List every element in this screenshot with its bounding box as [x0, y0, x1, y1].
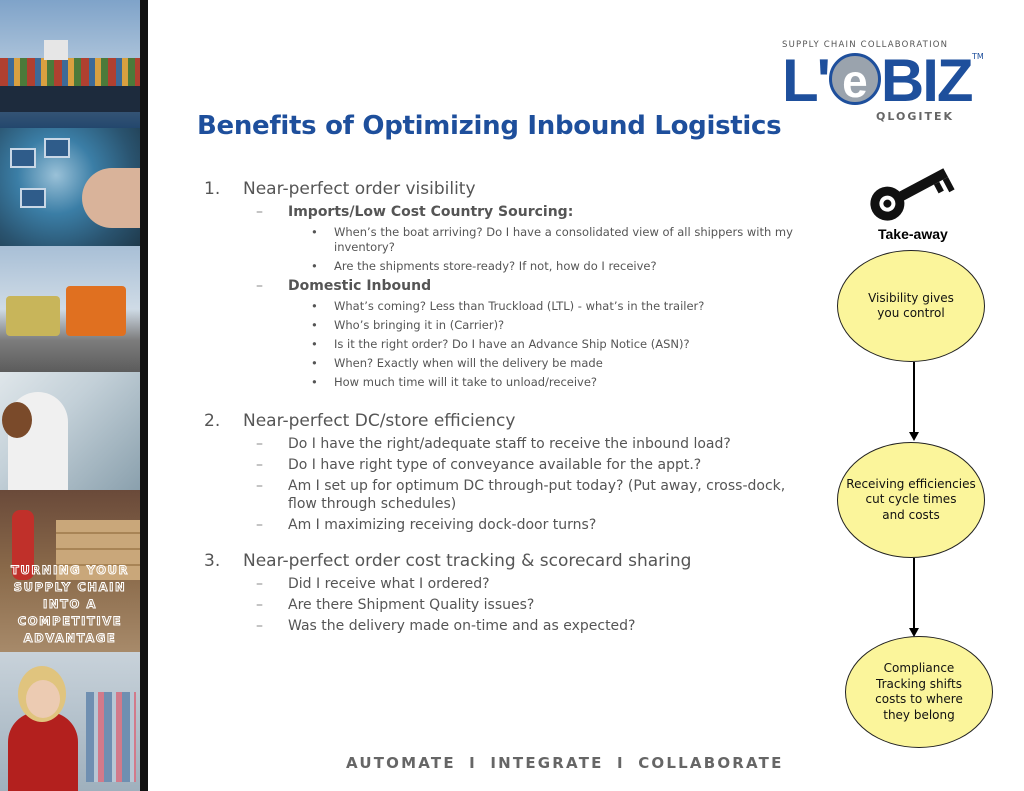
slogan-line: SUPPLY CHAIN [13, 580, 127, 594]
bullet-item [308, 225, 824, 255]
list-item [256, 617, 824, 635]
bullet-marker: • [311, 375, 318, 389]
bullet-item [308, 299, 824, 314]
bullet-text: How much time will it take to unload/receive? [334, 375, 598, 389]
bullet-text: When’s the boat arriving? Do I have a consolidated view of all shippers with my inventory? [334, 225, 793, 254]
slide-title: Benefits of Optimizing Inbound Logistics [197, 111, 782, 141]
lebiz-logo [782, 38, 982, 128]
bullet-text: Are the shipments store-ready? If not, how do I receive? [334, 259, 657, 273]
dash-marker: – [256, 457, 263, 473]
slogan-line: TURNING YOUR [10, 563, 130, 577]
logo-trademark: TM [972, 52, 984, 61]
logo-name-l: L' [782, 47, 829, 114]
trucks-photo [0, 246, 140, 372]
slogan-line: INTO A [42, 597, 98, 611]
bullet-marker: • [311, 318, 318, 332]
takeaway-oval-compliance: Compliance Tracking shifts costs to where they belong [845, 636, 993, 748]
strip-divider [140, 0, 148, 791]
list-item [256, 516, 824, 534]
bullet-marker: • [311, 259, 318, 273]
section-heading [204, 178, 824, 200]
office-workers-photo [0, 372, 140, 490]
list-item [256, 456, 824, 474]
key-icon [860, 152, 956, 222]
logo-sub: QLOGITEK [876, 110, 954, 123]
bullet-marker: • [311, 356, 318, 370]
sidebar-slogan [0, 562, 140, 647]
bullet-item [308, 318, 824, 333]
takeaway-oval-efficiency: Receiving efficiencies cut cycle times and costs [837, 442, 985, 558]
section-title: Near-perfect order visibility [243, 179, 476, 199]
section-number: 2. [204, 411, 221, 431]
takeaway-oval-visibility: Visibility gives you control [837, 250, 985, 362]
bullet-text: Who’s bringing it in (Carrier)? [334, 318, 505, 332]
logo-wordmark [782, 46, 972, 116]
item-text: Are there Shipment Quality issues? [288, 597, 535, 613]
dash-marker: – [256, 478, 263, 494]
section-title: Near-perfect order cost tracking & scorecard sharing [243, 551, 692, 571]
list-item [256, 435, 824, 453]
slogan-line: COMPETITIVE [17, 614, 123, 628]
item-text: Am I set up for optimum DC through-put today? (Put away, cross-dock, flow through schedules) [288, 478, 786, 512]
takeaway-label: Take-away [878, 226, 948, 242]
item-text: Am I maximizing receiving dock-door turns? [288, 517, 597, 533]
content-list [204, 178, 824, 649]
bullet-item [308, 337, 824, 352]
list-item [256, 277, 824, 295]
dash-marker: – [256, 618, 263, 634]
section-number: 3. [204, 551, 221, 571]
flow-arrow [913, 362, 915, 434]
section-number: 1. [204, 179, 221, 199]
section-heading [204, 410, 824, 432]
section-heading [204, 550, 824, 572]
circuit-board-photo [0, 128, 140, 246]
list-item [256, 477, 824, 513]
bullet-text: What’s coming? Less than Truckload (LTL) - what’s in the trailer? [334, 299, 705, 313]
flow-arrow [913, 558, 915, 630]
photo-strip [0, 0, 140, 791]
bullet-text: When? Exactly when will the delivery be made [334, 356, 603, 370]
item-text: Was the delivery made on-time and as expected? [288, 618, 636, 634]
logo-e-icon: e [829, 53, 881, 105]
dash-marker: – [256, 436, 263, 452]
item-text: Imports/Low Cost Country Sourcing: [288, 204, 574, 220]
section-visibility [204, 178, 824, 390]
retail-shopper-photo [0, 652, 140, 791]
bullet-marker: • [311, 337, 318, 351]
list-item [256, 596, 824, 614]
dash-marker: – [256, 597, 263, 613]
logo-name-biz: BIZ [880, 47, 972, 114]
bullet-marker: • [311, 299, 318, 313]
footer-tagline: AUTOMATE I INTEGRATE I COLLABORATE [346, 754, 784, 772]
bullet-item [308, 375, 824, 390]
arrow-head-icon [909, 432, 919, 441]
dash-marker: – [256, 278, 263, 294]
dash-marker: – [256, 204, 263, 220]
section-cost-tracking [204, 550, 824, 635]
section-title: Near-perfect DC/store efficiency [243, 411, 516, 431]
item-text: Domestic Inbound [288, 278, 432, 294]
item-text: Do I have right type of conveyance available for the appt.? [288, 457, 702, 473]
item-text: Do I have the right/adequate staff to receive the inbound load? [288, 436, 731, 452]
list-item [256, 203, 824, 221]
bullet-text: Is it the right order? Do I have an Advance Ship Notice (ASN)? [334, 337, 690, 351]
bullet-item [308, 356, 824, 371]
dash-marker: – [256, 576, 263, 592]
bullet-marker: • [311, 225, 318, 239]
dash-marker: – [256, 517, 263, 533]
bullet-item [308, 259, 824, 274]
list-item [256, 575, 824, 593]
slogan-line: ADVANTAGE [23, 631, 117, 645]
section-efficiency [204, 410, 824, 534]
item-text: Did I receive what I ordered? [288, 576, 490, 592]
container-ship-photo [0, 0, 140, 128]
logo-tagline: SUPPLY CHAIN COLLABORATION [782, 40, 949, 50]
